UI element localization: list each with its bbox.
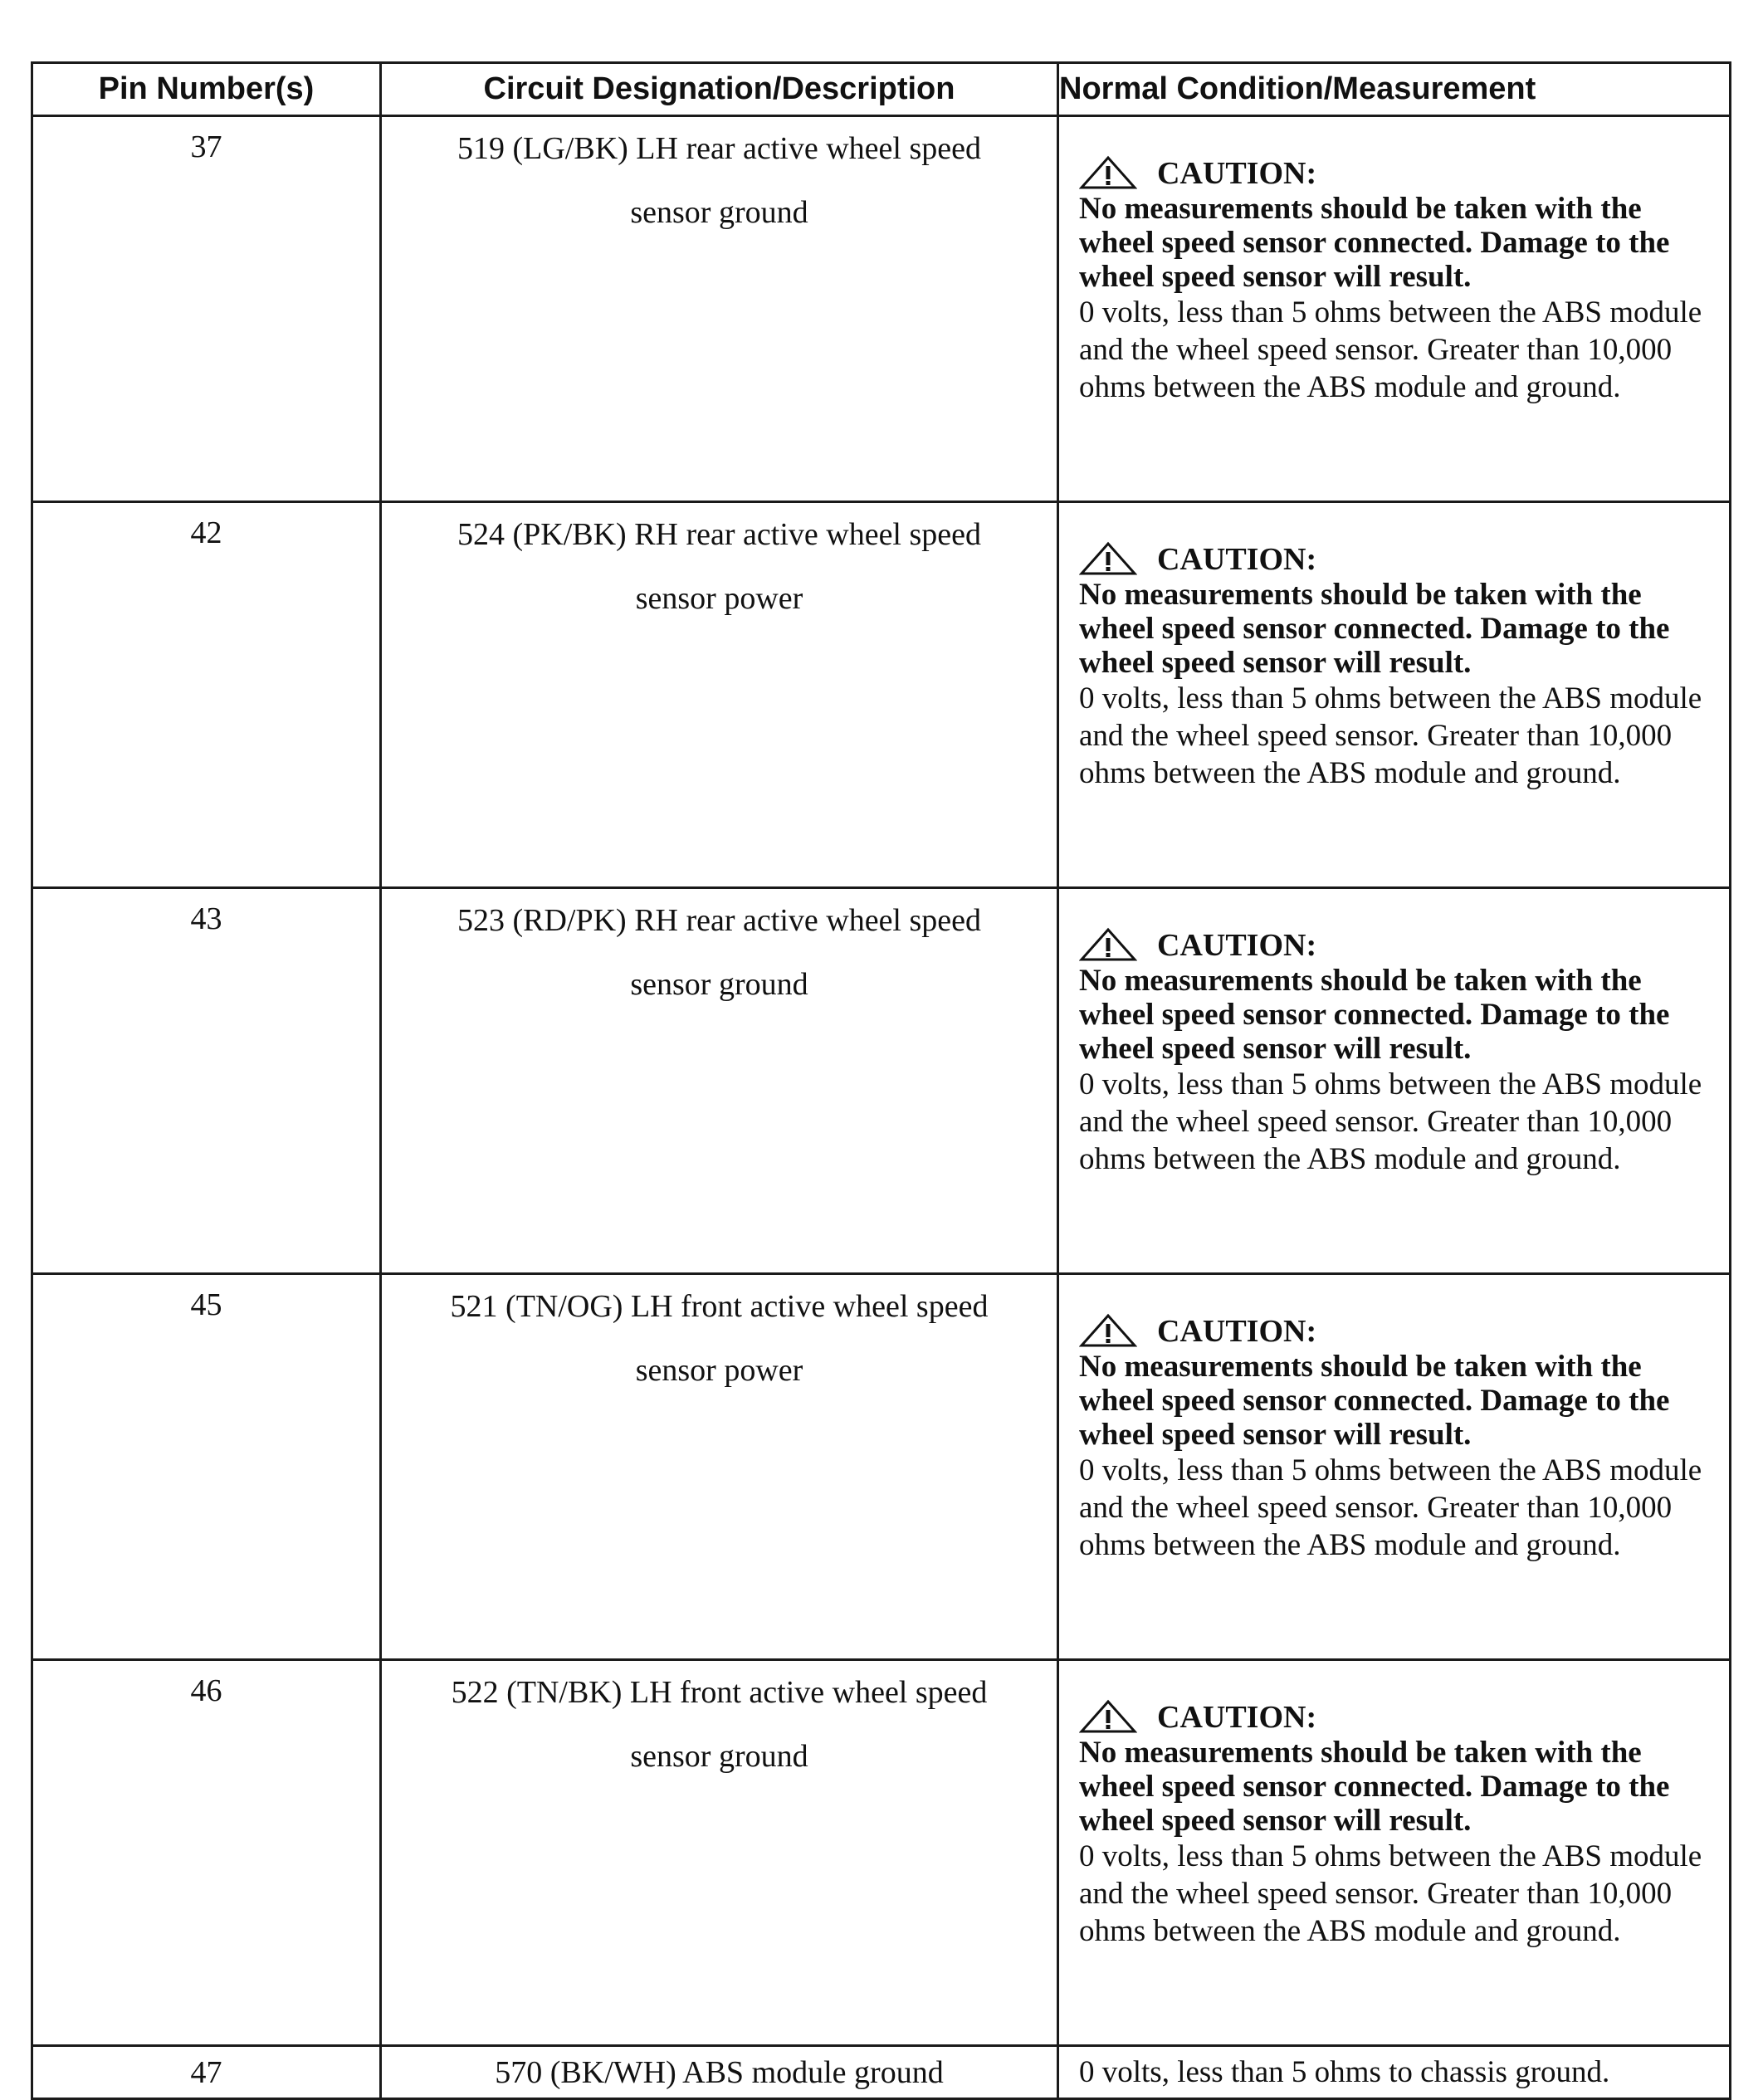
circuit-description-cell	[381, 116, 1058, 502]
caution-heading	[1079, 1699, 1714, 1734]
header-normal-condition: Normal Condition/Measurement	[1058, 63, 1731, 116]
warning-triangle-icon	[1079, 1313, 1137, 1348]
circuit-description-cell	[381, 1274, 1058, 1660]
normal-condition-cell	[1058, 888, 1731, 1274]
caution-label: CAUTION:	[1157, 1700, 1317, 1735]
normal-measurement-text: 0 volts, less than 5 ohms between the ABS module and the wheel speed sensor. Greater than 10,000 ohms between the ABS module and ground.	[1079, 1839, 1702, 1948]
pin-number-cell: 43	[32, 888, 381, 1274]
caution-label: CAUTION:	[1157, 1314, 1317, 1349]
header-pin-numbers: Pin Number(s)	[32, 63, 381, 116]
circuit-description-text: 522 (TN/BK) LH front active wheel speed sensor ground	[451, 1675, 988, 1774]
table-row	[32, 1274, 1731, 1660]
circuit-description-text: 524 (PK/BK) RH rear active wheel speed sensor power	[457, 517, 982, 616]
pin-number-cell: 45	[32, 1274, 381, 1660]
normal-condition-cell	[1058, 1274, 1731, 1660]
normal-condition-cell	[1058, 116, 1731, 502]
normal-measurement-text: 0 volts, less than 5 ohms between the ABS module and the wheel speed sensor. Greater than 10,000 ohms between the ABS module and ground.	[1079, 1453, 1702, 1562]
caution-heading	[1079, 927, 1714, 962]
circuit-description-cell	[381, 2046, 1058, 2099]
caution-heading	[1079, 541, 1714, 576]
warning-triangle-icon	[1079, 155, 1137, 190]
caution-heading	[1079, 1313, 1714, 1348]
header-circuit-designation: Circuit Designation/Description	[381, 63, 1058, 116]
warning-triangle-icon	[1079, 927, 1137, 962]
circuit-description-text: 570 (BK/WH) ABS module ground	[495, 2054, 944, 2090]
table-row	[32, 1660, 1731, 2046]
circuit-description-text: 523 (RD/PK) RH rear active wheel speed sensor ground	[457, 903, 982, 1002]
normal-condition-cell	[1058, 2046, 1731, 2099]
pin-number-cell: 42	[32, 502, 381, 888]
normal-measurement-text: 0 volts, less than 5 ohms to chassis ground.	[1079, 2055, 1610, 2089]
pin-number-cell: 37	[32, 116, 381, 502]
circuit-description-cell	[381, 502, 1058, 888]
caution-label: CAUTION:	[1157, 928, 1317, 963]
circuit-description-cell	[381, 1660, 1058, 2046]
normal-condition-cell	[1058, 1660, 1731, 2046]
pin-chart-table	[31, 61, 1731, 2100]
warning-triangle-icon	[1079, 541, 1137, 576]
table-row	[32, 2046, 1731, 2099]
caution-heading	[1079, 155, 1714, 190]
caution-text: No measurements should be taken with the wheel speed sensor connected. Damage to the wheel speed sensor will result.	[1079, 1350, 1670, 1452]
normal-measurement-text: 0 volts, less than 5 ohms between the ABS module and the wheel speed sensor. Greater than 10,000 ohms between the ABS module and ground.	[1079, 1067, 1702, 1176]
pin-number-cell: 46	[32, 1660, 381, 2046]
circuit-description-cell	[381, 888, 1058, 1274]
caution-text: No measurements should be taken with the wheel speed sensor connected. Damage to the wheel speed sensor will result.	[1079, 1736, 1670, 1838]
table-row	[32, 116, 1731, 502]
normal-measurement-text: 0 volts, less than 5 ohms between the ABS module and the wheel speed sensor. Greater than 10,000 ohms between the ABS module and ground.	[1079, 295, 1702, 404]
circuit-description-text: 519 (LG/BK) LH rear active wheel speed sensor ground	[457, 131, 981, 230]
caution-text: No measurements should be taken with the wheel speed sensor connected. Damage to the wheel speed sensor will result.	[1079, 964, 1670, 1066]
table-row	[32, 888, 1731, 1274]
normal-measurement-text: 0 volts, less than 5 ohms between the ABS module and the wheel speed sensor. Greater than 10,000 ohms between the ABS module and ground.	[1079, 681, 1702, 790]
table-row	[32, 502, 1731, 888]
normal-condition-cell	[1058, 502, 1731, 888]
circuit-description-text: 521 (TN/OG) LH front active wheel speed sensor power	[450, 1289, 989, 1388]
pin-number-cell: 47	[32, 2046, 381, 2099]
caution-text: No measurements should be taken with the wheel speed sensor connected. Damage to the wheel speed sensor will result.	[1079, 192, 1670, 294]
caution-text: No measurements should be taken with the wheel speed sensor connected. Damage to the wheel speed sensor will result.	[1079, 578, 1670, 680]
caution-label: CAUTION:	[1157, 156, 1317, 191]
caution-label: CAUTION:	[1157, 542, 1317, 577]
warning-triangle-icon	[1079, 1699, 1137, 1734]
header-row	[32, 63, 1731, 116]
